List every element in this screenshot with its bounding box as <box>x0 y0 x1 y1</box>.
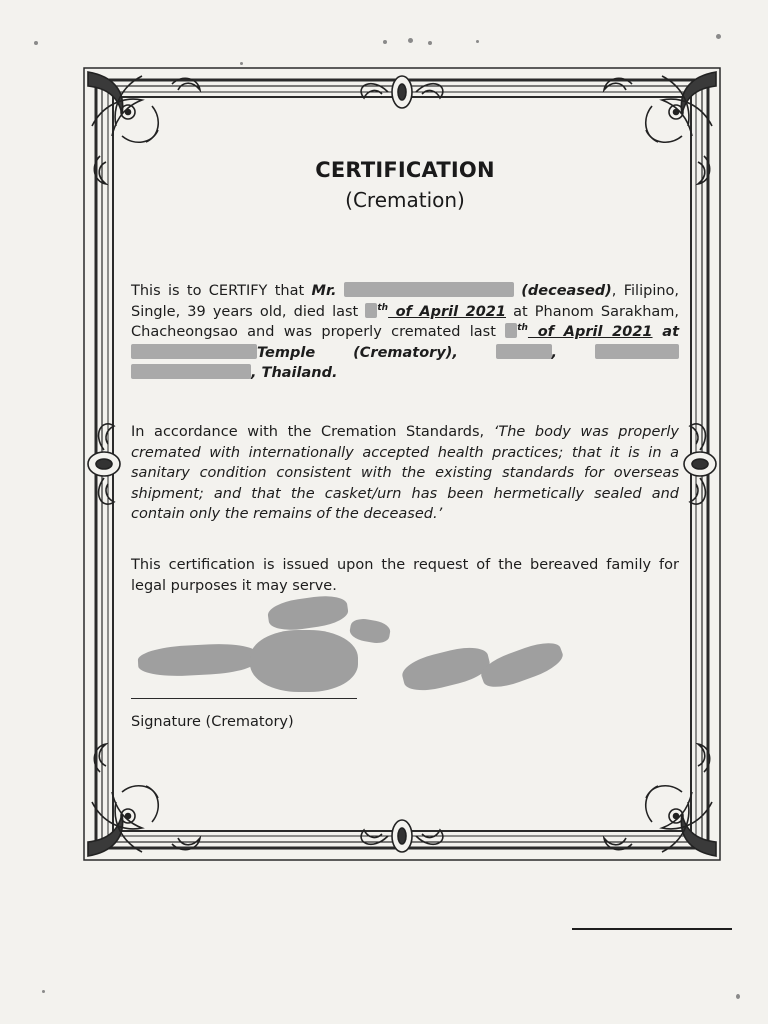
redacted-day <box>505 323 517 338</box>
ornate-corner-icon <box>604 744 716 856</box>
scan-speck <box>736 994 740 999</box>
scan-speck <box>34 41 38 45</box>
redacted-location <box>595 344 679 359</box>
purpose-paragraph: This certification is issued upon the request of the bereaved family for legal purposes it may serve. <box>131 557 679 594</box>
ornate-flourish-icon <box>88 424 120 504</box>
signature-label: Signature (Crematory) <box>131 714 294 730</box>
scan-speck <box>428 41 432 45</box>
scan-speck <box>42 990 45 993</box>
certification-paragraph: This is to CERTIFY that Mr. (deceased), Filipino, Single, 39 years old, died last $^{th}$ of April 2021 at Phanom Sarakham, Chacheongsao and was properly cremated last $^{th}$ of April 2021 at Temple (Crematory), , , Thailand. <box>131 283 680 381</box>
document-subtitle: (Cremation) <box>345 188 465 212</box>
scan-speck <box>383 40 387 44</box>
scan-speck <box>240 62 243 65</box>
redacted-location <box>496 344 552 359</box>
scan-artifact-line <box>572 928 732 930</box>
scan-speck <box>476 40 479 43</box>
ornate-flourish-icon <box>684 424 716 504</box>
redacted-day <box>365 303 377 318</box>
standards-paragraph: In accordance with the Cremation Standards, ‘The body was properly cremated with internationally accepted health practices; that it is in a sanitary condition consistent with the existing standards for overseas shipment; and that the casket/urn has been hermetically sealed and contain only the remains of the deceased.’ <box>131 424 679 522</box>
document-title: CERTIFICATION <box>315 158 495 182</box>
redacted-location <box>131 364 251 379</box>
redacted-temple-name <box>131 344 257 359</box>
signature-line <box>131 698 357 699</box>
scan-speck <box>716 34 721 39</box>
scan-speck <box>408 38 413 43</box>
ornate-corner-icon <box>88 744 200 856</box>
redacted-name <box>344 282 514 297</box>
